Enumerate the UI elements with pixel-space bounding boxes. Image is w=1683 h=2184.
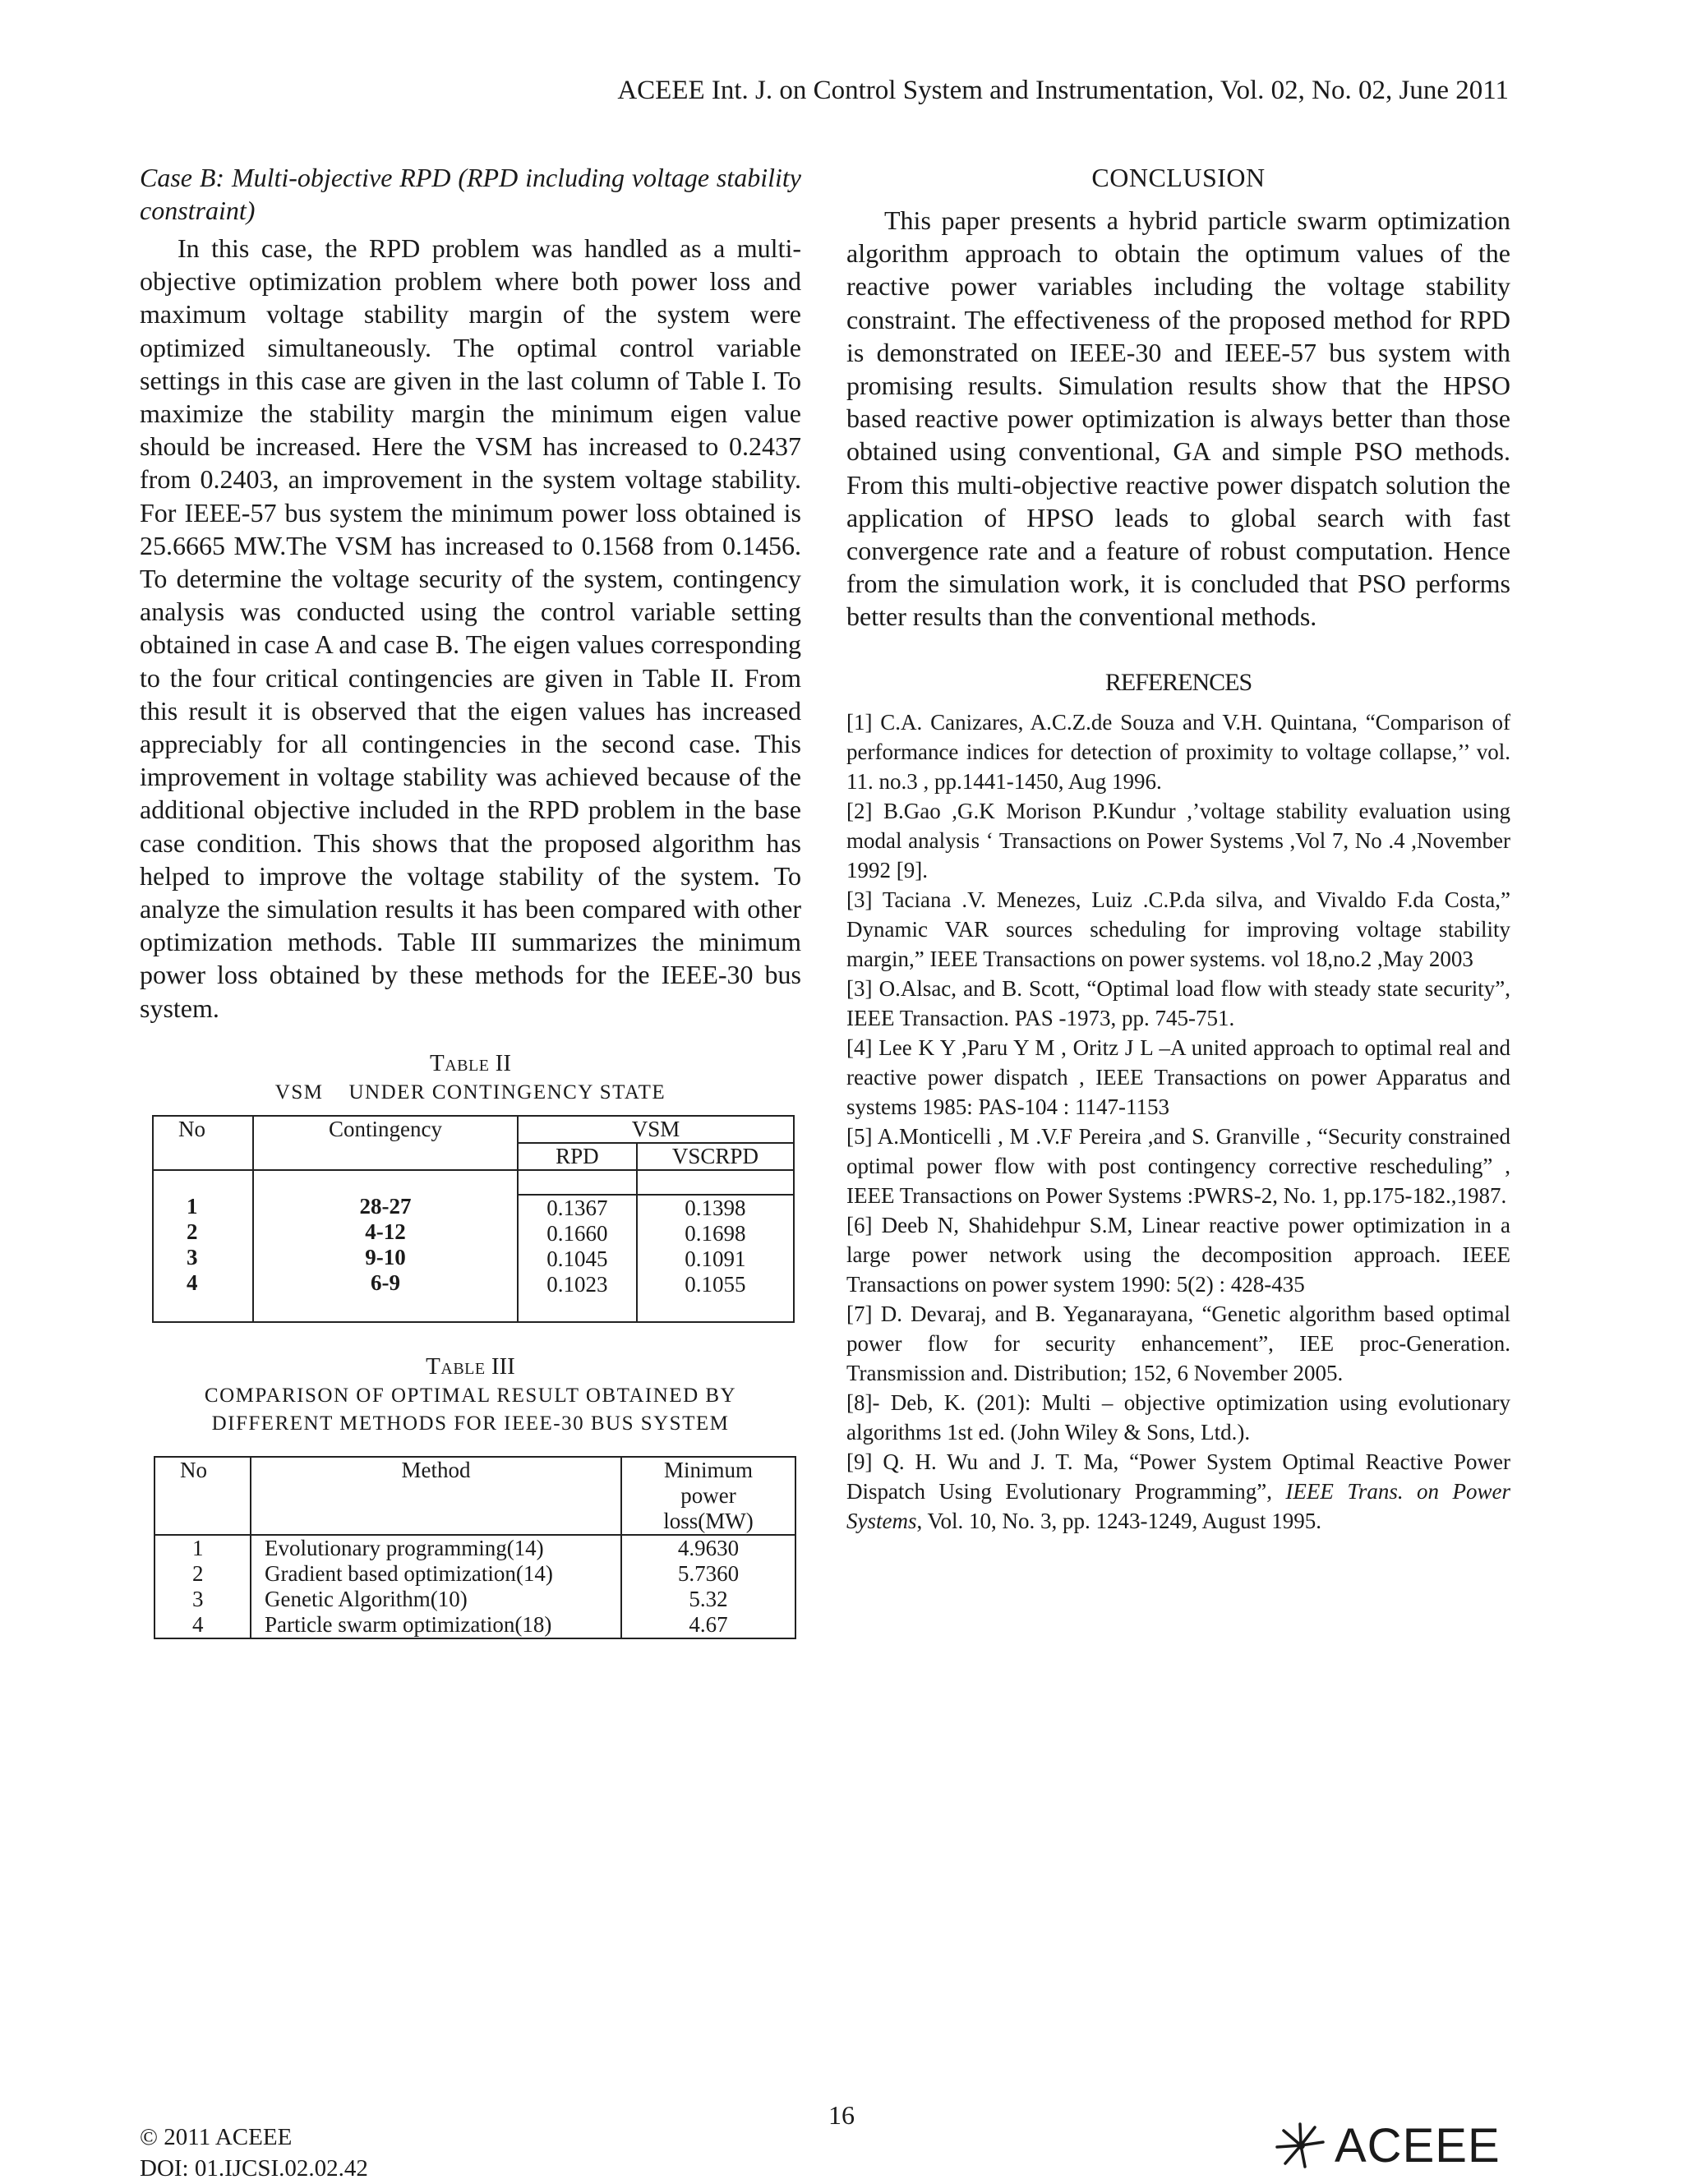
reference-item: [2] B.Gao ,G.K Morison P.Kundur ,’voltage stability evaluation using modal analysis ‘ Transactions on Power Systems ,Vol 7, No .4 ,November 1992 [9]. — [846, 798, 1510, 882]
table3-cell-no: 3 — [192, 1586, 204, 1611]
table3-cell-no: 4 — [192, 1611, 204, 1637]
table2-cell-rpd: 0.1023 — [546, 1271, 608, 1297]
table2-cell-contingency: 9-10 — [365, 1244, 406, 1269]
table2-cell-vscrpd: 0.1698 — [685, 1220, 746, 1246]
table2-header-contingency: Contingency — [253, 1116, 518, 1170]
table-row — [153, 1170, 794, 1322]
table2-cell-rpd: 0.1367 — [546, 1195, 608, 1220]
table3-caption-word: Table — [426, 1352, 486, 1380]
table2-cell-rpd: 0.1045 — [546, 1246, 608, 1271]
reference-item: [8]- Deb, K. (201): Multi – objective optimization using evolutionary algorithms 1st ed. (John Wiley & Sons, Ltd.). — [846, 1389, 1510, 1444]
table2-header-vsm: VSM — [518, 1116, 794, 1143]
table3-cell-method: Gradient based optimization(14) — [265, 1560, 553, 1586]
doi: DOI: 01.IJCSI.02.02.42 — [140, 2155, 368, 2182]
table3-loss-column — [621, 1535, 795, 1638]
conclusion-paragraph: This paper presents a hybrid particle swarm optimization algorithm approach to obtain the optimum values of the reactive power variables including the voltage stability constraint. The effectiveness of the proposed method for RPD is demonstrated on IEEE-30 and IEEE-57 bus system with promising results. Simulation results show that the HPSO based reactive power optimization is always better than those obtained using conventional, GA and simple PSO methods. From this multi-objective reactive power dispatch solution the application of HPSO leads to global search with fast convergence rate and a feature of robust computation. Hence from the simulation work, it is concluded that PSO performs better results than the conventional methods. — [846, 205, 1510, 632]
ref9-text: [9] Q. H. Wu and J. T. Ma, “Power System Optimal Reactive Power Dispatch Using Evolutionary Programming”, — [846, 1449, 1510, 1504]
case-b-paragraph: In this case, the RPD problem was handled as a multi-objective optimization problem where both power loss and maximum voltage stability margin of the system were optimized simultaneously. The optimal control variable settings in this case are given in the last column of Table I. To maximize the stability margin the minimum eigen value should be increased. Here the VSM has increased to 0.2437 from 0.2403, an improvement in the system voltage stability. For IEEE-57 bus system the minimum power loss obtained is 25.6665 MW.The VSM has increased to 0.1568 from 0.1456. To determine the voltage security of the system, contingency analysis was conducted using the control variable setting obtained in case A and case B. The eigen values corresponding to the four critical contingencies are given in Table II. From this result it is observed that the eigen values has increased appreciably for all contingencies in the second case. This improvement in voltage stability was achieved because of the additional objective included in the RPD problem in the base case condition. This shows that the proposed algorithm has helped to improve the voltage stability of the system. To analyze the simulation results it has been compared with other optimization methods. Table III summarizes the minimum power loss obtained by these methods for the IEEE-30 bus system. — [140, 233, 801, 1023]
aceee-logo — [1272, 2117, 1501, 2174]
table3-cell-method: Genetic Algorithm(10) — [265, 1586, 468, 1611]
ref9-journal: IEEE Trans. on Power Systems — [846, 1478, 1510, 1533]
reference-item: [5] A.Monticelli , M .V.F Pereira ,and S. Granville , “Security constrained optimal power flow with post contingency corrective rescheduling” , IEEE Transactions on Power Systems :PWRS-2, No. 1, pp.175-182.,1987. — [846, 1123, 1510, 1208]
table2-cell-no: 2 — [187, 1219, 198, 1244]
table3-cell-no: 1 — [192, 1535, 204, 1560]
table2-caption-number: II — [495, 1049, 511, 1076]
reference-item: [3] O.Alsac, and B. Scott, “Optimal load flow with steady state security”, IEEE Transaction. PAS -1973, pp. 745-751. — [846, 975, 1510, 1030]
references-heading: REFERENCES — [1104, 668, 1252, 696]
table2-cell-no: 3 — [187, 1244, 198, 1269]
logo-text: ACEEE — [1335, 2118, 1501, 2172]
table2-cell-no: 4 — [187, 1269, 198, 1295]
table3-cell-loss: 4.67 — [689, 1611, 728, 1637]
footer-copyright-block — [140, 2122, 368, 2184]
table2-no-column — [153, 1170, 253, 1322]
table2-header-no: No — [153, 1116, 253, 1170]
table2-cell-contingency: 28-27 — [359, 1193, 412, 1219]
table3-header-loss — [621, 1457, 795, 1535]
table3-cell-method: Evolutionary programming(14) — [265, 1535, 544, 1560]
table2-title: VSM UNDER CONTINGENCY STATE — [274, 1080, 666, 1104]
table-row — [154, 1535, 795, 1638]
table2-cell-rpd: 0.1660 — [546, 1220, 608, 1246]
table2-contingency-column — [253, 1170, 518, 1322]
running-head: ACEEE Int. J. on Control System and Instrumentation, Vol. 02, No. 02, June 2011 — [617, 76, 1509, 105]
table2-cell-vscrpd: 0.1055 — [685, 1271, 746, 1297]
table3-header-loss-line2: power — [680, 1482, 736, 1508]
reference-item: [4] Lee K Y ,Paru Y M , Oritz J L –A united approach to optimal real and reactive power dispatch , IEEE Transactions on power Apparatus and systems 1985: PAS-104 : 1147-1153 — [846, 1034, 1510, 1119]
reference-item — [846, 1447, 1510, 1536]
table2-cell-vscrpd: 0.1398 — [685, 1195, 746, 1220]
table3-caption — [140, 1352, 801, 1382]
table3-no-column — [154, 1535, 251, 1638]
table3-method-column — [251, 1535, 621, 1638]
table2-vscrpd-column — [637, 1170, 794, 1322]
left-column — [140, 161, 801, 1639]
table3-cell-loss: 5.7360 — [677, 1560, 740, 1586]
table3-cell-loss: 5.32 — [689, 1586, 728, 1611]
table2-cell-contingency: 6-9 — [371, 1269, 400, 1295]
reference-item: [3] Taciana .V. Menezes, Luiz .C.P.da silva, and Vivaldo F.da Costa,” Dynamic VAR sources scheduling for improving voltage stability margin,” IEEE Transactions on power systems. vol 18,no.2 ,May 2003 — [846, 887, 1510, 971]
table3-cell-loss: 4.9630 — [677, 1535, 740, 1560]
table2-cell-contingency: 4-12 — [365, 1219, 406, 1244]
reference-item: [7] D. Devaraj, and B. Yeganarayana, “Genetic algorithm based optimal power flow for security enhancement”, IEE proc-Generation. Transmission and. Distribution; 152, 6 November 2005. — [846, 1301, 1510, 1385]
right-column — [846, 161, 1510, 1536]
table2-caption — [140, 1049, 801, 1079]
table3-header-loss-line3: loss(MW) — [663, 1508, 754, 1533]
table3-header-loss-line1: Minimum — [663, 1457, 753, 1482]
table2-cell-no: 1 — [187, 1193, 198, 1219]
table3-cell-method: Particle swarm optimization(18) — [265, 1611, 552, 1637]
conclusion-heading: CONCLUSION — [1091, 163, 1266, 192]
table3-caption-number: III — [491, 1352, 515, 1380]
reference-list — [846, 707, 1510, 1536]
table3-header-no: No — [154, 1457, 251, 1535]
reference-item: [1] C.A. Canizares, A.C.Z.de Souza and V.H. Quintana, “Comparison of performance indices for detection of proximity to voltage collapse,’’ vol. 11. no.3 , pp.1441-1450, Aug 1996. — [846, 709, 1510, 794]
reference-item: [6] Deeb N, Shahidehpur S.M, Linear reactive power optimization in a large power network using the decomposition approach. IEEE Transactions on power system 1990: 5(2) : 428-435 — [846, 1212, 1510, 1297]
table2-header-row — [153, 1116, 794, 1143]
table3-header-method: Method — [251, 1457, 621, 1535]
table2 — [152, 1115, 795, 1323]
table3-title-line2: DIFFERENT METHODS FOR IEEE-30 BUS SYSTEM — [211, 1412, 730, 1435]
star-burst-icon — [1272, 2121, 1330, 2170]
table3 — [154, 1456, 796, 1639]
table2-cell-vscrpd: 0.1091 — [685, 1246, 746, 1271]
table2-rpd-column — [518, 1170, 637, 1322]
ref9-details: , Vol. 10, No. 3, pp. 1243-1249, August 1995. — [916, 1508, 1322, 1533]
table2-header-vscrpd: VSCRPD — [637, 1143, 794, 1170]
table2-caption-word: Table — [429, 1049, 490, 1076]
table3-header-row — [154, 1457, 795, 1535]
table3-cell-no: 2 — [192, 1560, 204, 1586]
subsection-title: Case B: Multi-objective RPD (RPD including voltage stability constraint) — [140, 163, 801, 225]
copyright: © 2011 ACEEE — [140, 2124, 293, 2150]
table2-header-rpd: RPD — [518, 1143, 637, 1170]
page-number: 16 — [828, 2100, 855, 2130]
table3-title-line1: COMPARISON OF OPTIMAL RESULT OBTAINED BY — [204, 1384, 737, 1407]
